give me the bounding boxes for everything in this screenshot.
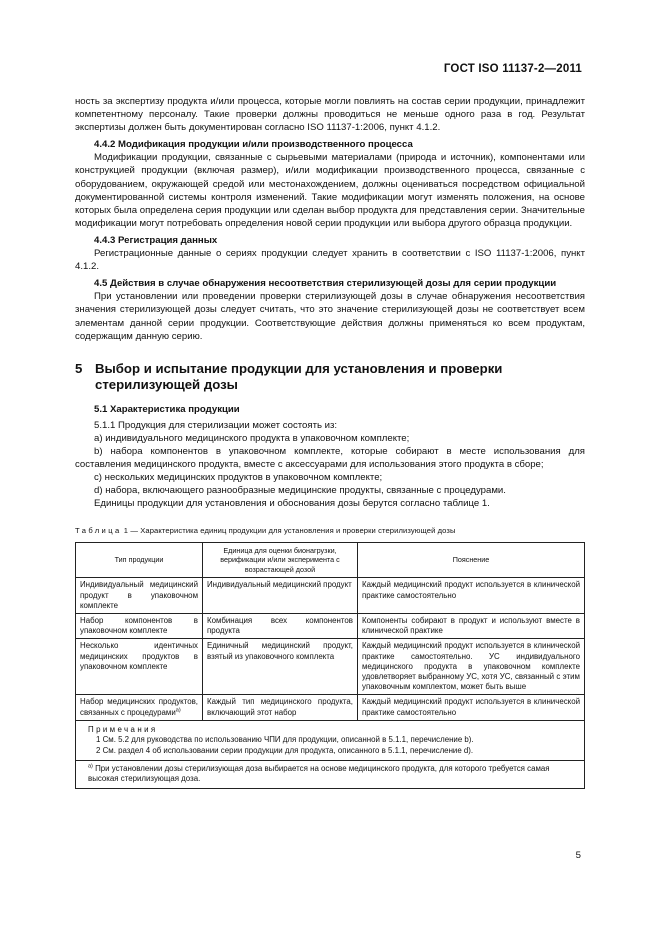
footnote-text: При установлении дозы стерилизующая доза выбирается на основе медицинского продукта, для которого требуется самая высокая стерилизующая доза. <box>88 763 550 784</box>
table-footnote-row <box>76 760 585 788</box>
table-caption-text: 1 — Характеристика единиц продукции для установления и проверки стерилизующей дозы <box>121 526 456 536</box>
table-footnote <box>76 760 585 788</box>
column-header: Единица для оценки бионагрузки, верификации и/или эксперимента с возрастающей дозой <box>203 542 358 578</box>
section-heading-5 <box>75 361 585 393</box>
section-heading-4-4-2: 4.4.2 Модификация продукции и/или производственного процесса <box>94 139 413 151</box>
section-heading-4-5: 4.5 Действия в случае обнаружения несоответствия стерилизующей дозы для серии продукции <box>94 278 557 290</box>
section-heading-4-4-3: 4.4.3 Регистрация данных <box>94 234 218 246</box>
product-units-table <box>75 542 585 789</box>
notes-title: Примечания <box>88 724 158 734</box>
paragraph: Регистрационные данные о сериях продукции следует хранить в соответствии с ISO 11137-1:2006, пункт 4.1.2. <box>75 248 585 273</box>
note-item: 1 См. 5.2 для руководства по использованию ЧПИ для продукции, описанной в 5.1.1, перечисление b). <box>96 735 474 745</box>
document-header: ГОСТ ISO 11137-2—2011 <box>443 63 582 75</box>
list-item: a) индивидуального медицинского продукта в упаковочном комплекте; <box>94 432 410 444</box>
table-header-row <box>76 542 585 578</box>
table-cell: Каждый тип медицинского продукта, включающий этот набор <box>203 695 358 720</box>
section-title-line-1: Выбор и испытание продукции для установления и проверки <box>95 360 503 376</box>
section-title-line-2: стерилизующей дозы <box>95 376 238 392</box>
table-cell: Комбинация всех компонентов продукта <box>203 613 358 638</box>
table-cell: Единичный медицинский продукт, взятый из упаковочного комплекта <box>203 639 358 695</box>
page-content <box>75 95 585 789</box>
paragraph: ность за экспертизу продукта и/или процесса, которые могли повлиять на состав серии продукции, принадлежит компетентному персоналу. Такие проверки должны проводиться не меньше одного раза в год. Результат экспертизы должен быть документирован согласно ISO 11137-1:2006, пункт 4.1.2. <box>75 96 585 134</box>
table-caption <box>75 524 585 537</box>
list-item: d) набора, включающего разнообразные медицинские продукты, связанные с процедурами. <box>94 485 506 497</box>
table-cell <box>76 695 203 720</box>
paragraph: Единицы продукции для установления и обоснования дозы берутся согласно таблице 1. <box>94 498 490 510</box>
list-item: c) нескольких медицинских продуктов в упаковочном комплекте; <box>94 472 383 484</box>
table-cell: Набор компонентов в упаковочном комплекте <box>76 613 203 638</box>
table-cell: Каждый медицинский продукт используется в клинической практике самостоятельно <box>358 695 585 720</box>
note-item: 2 См. раздел 4 об использовании серии продукции для продукта, описанного в 5.1.1, перечисление d). <box>96 745 474 755</box>
table-cell: Несколько идентичных медицинских продуктов в упаковочном комплекте <box>76 639 203 695</box>
column-header: Тип продукции <box>76 542 203 578</box>
paragraph: При установлении или проведении проверки стерилизующей дозы в случае обнаружения несоответствия значения стерилизующей дозы следует считать, что это значение стерилизующей дозы не соответствует всем элементам данной серии продукции. Соответствующие действия должны применяться ко всем продуктам, содержащим данную серию. <box>75 291 585 342</box>
table-cell: Индивидуальный медицинский продукт <box>203 578 358 614</box>
footnote-marker: а) <box>88 763 93 770</box>
table-cell: Индивидуальный медицинский продукт в упаковочном комплекте <box>76 578 203 614</box>
paragraph: 5.1.1 Продукция для стерилизации может состоять из: <box>94 419 338 431</box>
table-notes <box>76 720 585 760</box>
paragraph: Модификации продукции, связанные с сырьевыми материалами (природа и источник), компонентами или конструкцией продукции (включая размер), и/или модификации производственного процесса, связанные с оборудованием, окружающей средой или местонахождением, должны оцениваться посредством официальной документированной системы контроля изменений. Такие модификации могут изменять положения, на основе которых была определена серия продукции или сделан выбор продукта для представления серии. Значительные модификации могут потребовать определения новой серии продукции или выбора другого образца продукции. <box>75 152 585 229</box>
table-cell: Каждый медицинский продукт используется в клинической практике самостоятельно <box>358 578 585 614</box>
page-number: 5 <box>575 850 581 861</box>
footnote-marker: а) <box>175 706 181 713</box>
table-row <box>76 639 585 695</box>
table-row <box>76 695 585 720</box>
table-cell: Компоненты собирают в продукт и используют вместе в клинической практике <box>358 613 585 638</box>
column-header: Пояснение <box>358 542 585 578</box>
section-heading-5-1: 5.1 Характеристика продукции <box>94 403 240 415</box>
table-row <box>76 613 585 638</box>
table-notes-row <box>76 720 585 760</box>
list-item: b) набора компонентов в упаковочном комплекте, которые собирают в месте использования для составления медицинского продукта, вместе с аксессуарами для использования этого продукта в сборе; <box>75 445 585 471</box>
section-number: 5 <box>75 360 83 376</box>
table-row <box>76 578 585 614</box>
cell-text: Набор медицинских продуктов, связанных с процедурами <box>80 697 198 717</box>
table-cell: Каждый медицинский продукт используется в клинической практике самостоятельно. УС индивидуального медицинского продукта в упаковочном комплекте удовлетворяет выбранному УС, хотя УС, связанный с этим упаковочным комплектом, может быть выше <box>358 639 585 695</box>
table-caption-word: Таблица <box>75 526 122 536</box>
